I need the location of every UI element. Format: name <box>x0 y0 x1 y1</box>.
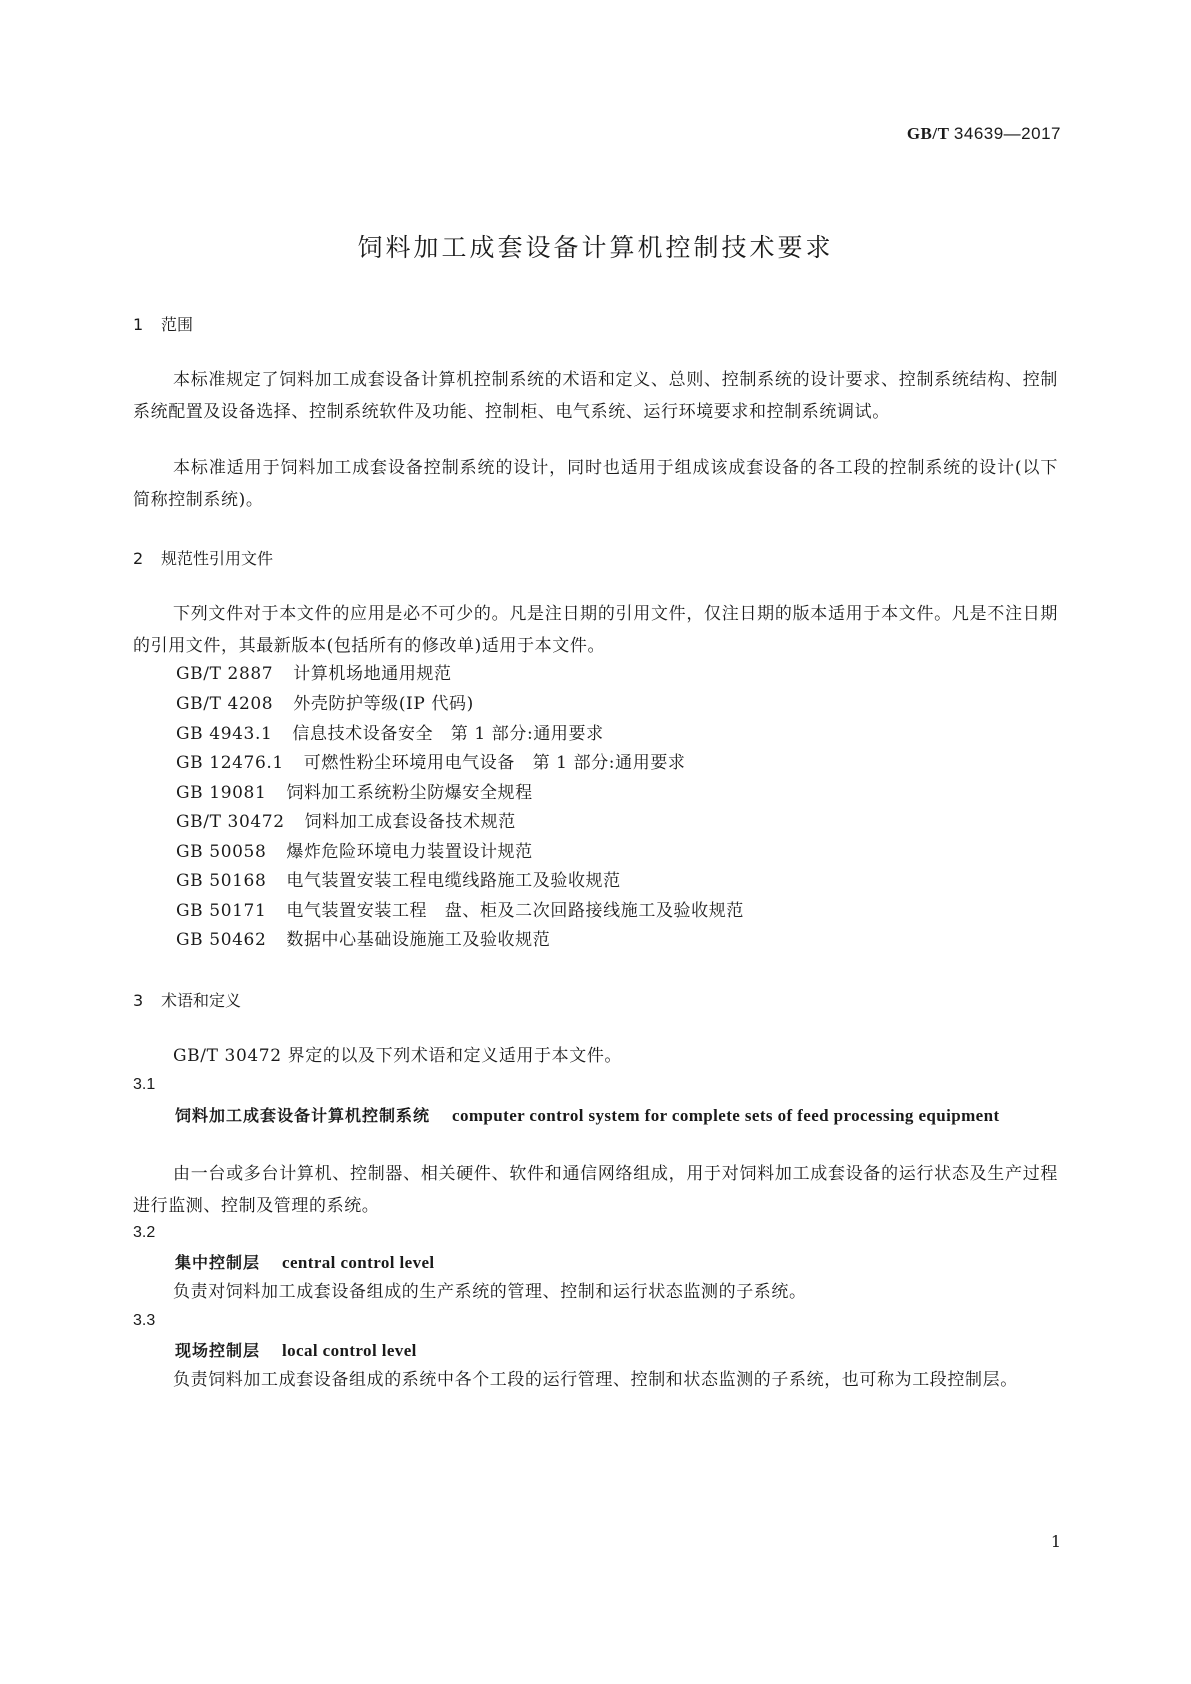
term-chinese: 饲料加工成套设备计算机控制系统 <box>175 1106 431 1125</box>
document-title: 饲料加工成套设备计算机控制技术要求 <box>357 233 834 262</box>
term-chinese: 集中控制层 <box>175 1253 261 1272</box>
section-number: 3 <box>133 991 144 1010</box>
reference-code: GB/T 4208 <box>176 694 274 714</box>
section-2-intro: 下列文件对于本文件的应用是必不可少的。凡是注日期的引用文件，仅注日期的版本适用于本文件。凡是不注日期的引用文件，其最新版本(包括所有的修改单)适用于本文件。 <box>133 604 1058 656</box>
page-number: 1 <box>1050 1532 1061 1551</box>
reference-code: GB 50168 <box>176 871 267 891</box>
reference-name: 信息技术设备安全 第 1 部分:通用要求 <box>292 724 604 744</box>
reference-code: GB 12476.1 <box>176 753 284 773</box>
section-2-heading <box>133 546 1058 569</box>
reference-item <box>176 924 550 956</box>
reference-item <box>176 806 516 838</box>
reference-item <box>176 865 621 897</box>
section-title: 术语和定义 <box>161 991 242 1010</box>
term-number: 3.2 <box>133 1224 156 1241</box>
section-3-heading <box>133 988 1058 1011</box>
term-definition: 负责饲料加工成套设备组成的系统中各个工段的运行管理、控制和状态监测的子系统，也可称为工段控制层。 <box>173 1370 1018 1390</box>
section-1-paragraph-1: 本标准规定了饲料加工成套设备计算机控制系统的术语和定义、总则、控制系统的设计要求、控制系统结构、控制系统配置及设备选择、控制系统软件及功能、控制柜、电气系统、运行环境要求和控制系统调试。 <box>133 370 1058 422</box>
term-english: local control level <box>282 1341 417 1360</box>
reference-name: 电气装置安装工程 盘、柜及二次回路接线施工及验收规范 <box>286 901 744 921</box>
reference-code: GB 4943.1 <box>176 724 273 744</box>
reference-item <box>176 747 686 779</box>
reference-name: 数据中心基础设施施工及验收规范 <box>286 930 551 950</box>
section-number: 2 <box>133 549 144 568</box>
standard-code <box>907 124 1061 144</box>
term-english: computer control system for complete sets of feed processing equipment <box>452 1106 1000 1125</box>
section-1-paragraph-2: 本标准适用于饲料加工成套设备控制系统的设计，同时也适用于组成该成套设备的各工段的控制系统的设计(以下简称控制系统)。 <box>133 458 1058 510</box>
reference-code: GB 50462 <box>176 930 267 950</box>
reference-item <box>176 718 604 750</box>
section-title: 规范性引用文件 <box>161 549 274 568</box>
term-english: central control level <box>282 1253 435 1272</box>
reference-name: 饲料加工系统粉尘防爆安全规程 <box>286 783 533 803</box>
reference-name: 电气装置安装工程电缆线路施工及验收规范 <box>286 871 621 891</box>
term-number: 3.1 <box>133 1076 156 1093</box>
reference-name: 计算机场地通用规范 <box>293 664 452 684</box>
term-heading <box>133 1247 1058 1279</box>
reference-item <box>176 777 533 809</box>
reference-item <box>176 688 474 720</box>
term-definition: 负责对饲料加工成套设备组成的生产系统的管理、控制和运行状态监测的子系统。 <box>173 1282 807 1302</box>
reference-code: GB/T 30472 <box>176 812 285 832</box>
reference-code: GB 19081 <box>176 783 267 803</box>
section-title: 范围 <box>161 315 194 334</box>
reference-item <box>176 836 533 868</box>
reference-code: GB/T 2887 <box>176 664 274 684</box>
term-definition: 由一台或多台计算机、控制器、相关硬件、软件和通信网络组成，用于对饲料加工成套设备的运行状态及生产过程进行监测、控制及管理的系统。 <box>133 1164 1058 1216</box>
reference-code: GB 50171 <box>176 901 267 921</box>
reference-item <box>176 658 452 690</box>
reference-item <box>176 895 744 927</box>
reference-name: 可燃性粉尘环境用电气设备 第 1 部分:通用要求 <box>303 753 686 773</box>
reference-name: 爆炸危险环境电力装置设计规范 <box>286 842 533 862</box>
term-heading <box>133 1100 1058 1132</box>
standard-number: 34639—2017 <box>953 124 1061 143</box>
section-number: 1 <box>133 315 144 334</box>
section-3-intro: GB/T 30472 界定的以及下列术语和定义适用于本文件。 <box>173 1046 623 1066</box>
standard-prefix: GB/T <box>906 124 950 143</box>
section-1-heading <box>133 312 1058 335</box>
term-number: 3.3 <box>133 1312 156 1329</box>
term-chinese: 现场控制层 <box>175 1341 261 1360</box>
reference-name: 饲料加工成套设备技术规范 <box>304 812 516 832</box>
reference-name: 外壳防护等级(IP 代码) <box>293 694 474 714</box>
term-heading <box>133 1335 1058 1367</box>
reference-code: GB 50058 <box>176 842 267 862</box>
